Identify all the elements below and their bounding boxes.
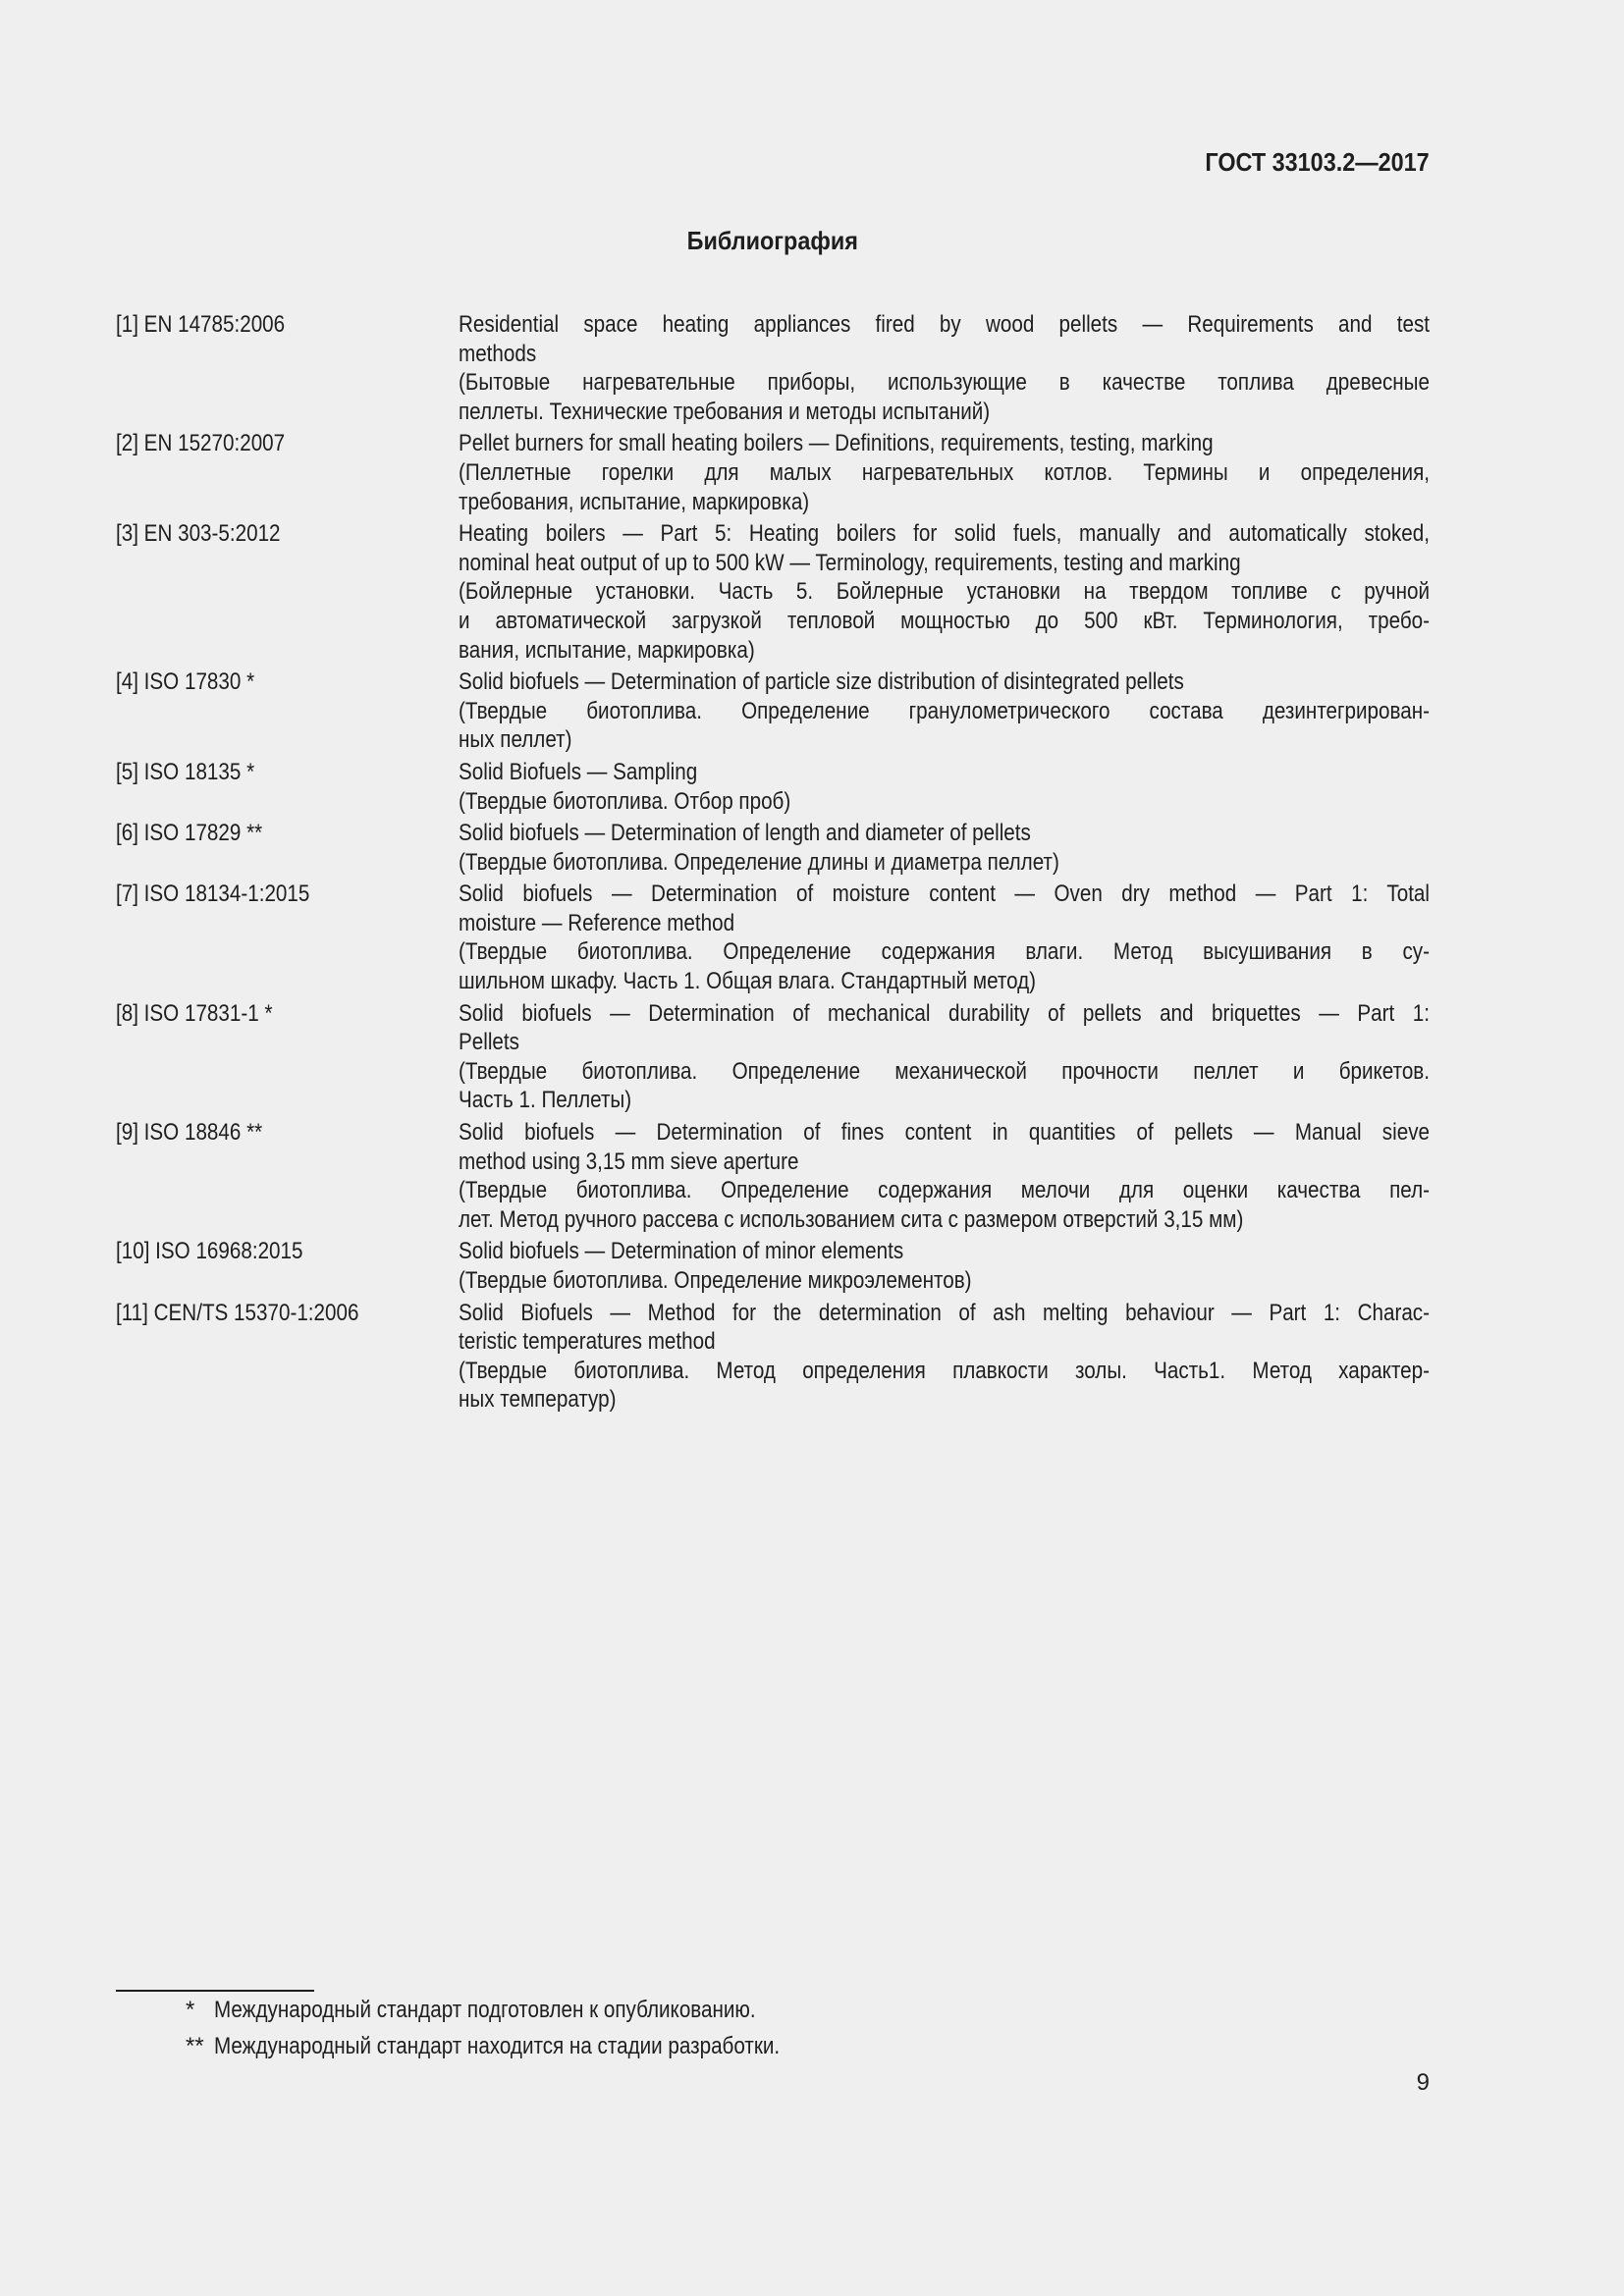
entry-reference: [4] ISO 17830 * — [116, 668, 255, 696]
bibliography-entry — [116, 819, 1430, 877]
entry-title-line: Solid Biofuels — Method for the determination of ash melting behaviour — Part 1: Charac- — [459, 1299, 1430, 1326]
entry-description — [459, 1118, 1430, 1234]
bibliography-entry — [116, 758, 1430, 816]
entry-translation-line: лет. Метод ручного рассева с использованием сита с размером отверстий 3,15 мм) — [459, 1205, 1244, 1233]
entry-translation-line: вания, испытание, маркировка) — [459, 636, 755, 664]
entry-title-line: Pellet burners for small heating boilers — Definitions, requirements, testing, marking — [459, 430, 1214, 457]
entry-description — [459, 758, 1430, 816]
entry-translation-line: (Твердые биотоплива. Определение содержания влаги. Метод высушивания в су- — [459, 938, 1430, 966]
page-title — [0, 226, 1545, 256]
document-code — [1180, 147, 1430, 178]
footnote-text: Международный стандарт находится на стадии разработки. — [214, 2033, 781, 2059]
entry-description — [459, 1237, 1430, 1295]
entry-translation-line: (Твердые биотоплива. Определение микроэлементов) — [459, 1267, 972, 1294]
entry-title-line: Solid biofuels — Determination of minor elements — [459, 1238, 904, 1265]
entry-title-line: Heating boilers — Part 5: Heating boilers for solid fuels, manually and automatically stoked, — [459, 520, 1430, 548]
entry-translation-line: (Бытовые нагревательные приборы, использующие в качестве топлива древесные — [459, 369, 1430, 397]
entry-title-line: moisture — Reference method — [459, 909, 735, 936]
page-number: 9 — [1416, 2069, 1430, 2096]
bibliography-list — [116, 310, 1430, 1417]
entry-reference: [11] CEN/TS 15370-1:2006 — [116, 1299, 359, 1326]
entry-title-line: nominal heat output of up to 500 kW — Terminology, requirements, testing and marking — [459, 549, 1241, 576]
bibliography-entry — [116, 667, 1430, 755]
document-code-text: ГОСТ 33103.2—2017 — [1205, 147, 1430, 177]
entry-reference: [8] ISO 17831-1 * — [116, 999, 273, 1027]
footnote-mark: ** — [186, 2033, 204, 2059]
entry-reference: [1] EN 14785:2006 — [116, 311, 286, 338]
entry-translation-line: ных пеллет) — [459, 726, 572, 754]
entry-description — [459, 1299, 1430, 1415]
entry-translation-line: (Пеллетные горелки для малых нагревательных котлов. Термины и определения, — [459, 458, 1430, 486]
entry-title-line: teristic temperatures method — [459, 1328, 716, 1356]
entry-translation-line: (Бойлерные установки. Часть 5. Бойлерные установки на твердом топливе с ручной — [459, 578, 1430, 606]
entry-description — [459, 667, 1430, 755]
entry-translation-line: пеллеты. Технические требования и методы испытаний) — [459, 398, 991, 425]
bibliography-entry — [116, 1237, 1430, 1295]
entry-translation-line: ных температур) — [459, 1386, 617, 1414]
entry-title-line: Solid biofuels — Determination of particle size distribution of disintegrated pellets — [459, 668, 1184, 696]
entry-reference: [9] ISO 18846 ** — [116, 1119, 263, 1147]
entry-reference: [6] ISO 17829 ** — [116, 820, 263, 847]
entry-title-line: Solid biofuels — Determination of length and diameter of pellets — [459, 820, 1031, 847]
entry-description — [459, 519, 1430, 665]
page-title-text: Библиография — [686, 226, 859, 255]
entry-title-line: method using 3,15 mm sieve aperture — [459, 1148, 799, 1175]
entry-translation-line: (Твердые биотоплива. Отбор проб) — [459, 787, 791, 815]
entry-reference: [3] EN 303-5:2012 — [116, 520, 281, 548]
entry-translation-line: (Твердые биотоплива. Определение механической прочности пеллет и брикетов. — [459, 1057, 1430, 1085]
entry-translation-line: Часть 1. Пеллеты) — [459, 1087, 632, 1114]
entry-translation-line: (Твердые биотоплива. Определение гранулометрического состава дезинтегрирован- — [459, 697, 1430, 724]
footnote-divider — [116, 1990, 314, 1992]
entry-description — [459, 819, 1430, 877]
bibliography-entry — [116, 310, 1430, 426]
entry-translation-line: и автоматической загрузкой тепловой мощностью до 500 кВт. Терминология, требо- — [459, 607, 1430, 634]
entry-title-line: Solid biofuels — Determination of fines content in quantities of pellets — Manual sieve — [459, 1119, 1430, 1147]
entry-reference: [2] EN 15270:2007 — [116, 430, 286, 457]
entry-title-line: Residential space heating appliances fired by wood pellets — Requirements and test — [459, 311, 1430, 338]
entry-title-line: Solid biofuels — Determination of mechanical durability of pellets and briquettes — Part 1: — [459, 999, 1430, 1027]
entry-description — [459, 429, 1430, 516]
entry-translation-line: (Твердые биотоплива. Определение длины и диаметра пеллет) — [459, 848, 1059, 876]
entry-translation-line: требования, испытание, маркировка) — [459, 488, 810, 515]
footnote-mark: * — [186, 1997, 195, 2023]
footnote-text: Международный стандарт подготовлен к опубликованию. — [214, 1997, 756, 2023]
bibliography-entry — [116, 1118, 1430, 1234]
entry-translation-line: (Твердые биотоплива. Определение содержания мелочи для оценки качества пел- — [459, 1177, 1430, 1204]
entry-reference: [7] ISO 18134-1:2015 — [116, 881, 310, 908]
entry-title-line: Solid Biofuels — Sampling — [459, 758, 698, 785]
entry-reference: [10] ISO 16968:2015 — [116, 1238, 303, 1265]
entry-title-line: methods — [459, 340, 537, 367]
entry-description — [459, 310, 1430, 426]
bibliography-entry — [116, 1299, 1430, 1415]
entry-title-line: Pellets — [459, 1029, 519, 1056]
bibliography-entry — [116, 999, 1430, 1115]
bibliography-entry — [116, 519, 1430, 665]
entry-reference: [5] ISO 18135 * — [116, 758, 255, 785]
bibliography-entry — [116, 880, 1430, 995]
entry-title-line: Solid biofuels — Determination of moisture content — Oven dry method — Part 1: Total — [459, 881, 1430, 908]
entry-description — [459, 880, 1430, 995]
entry-translation-line: шильном шкафу. Часть 1. Общая влага. Стандартный метод) — [459, 968, 1037, 995]
entry-translation-line: (Твердые биотоплива. Метод определения плавкости золы. Часть1. Метод характер- — [459, 1357, 1430, 1384]
bibliography-entry — [116, 429, 1430, 516]
entry-description — [459, 999, 1430, 1115]
